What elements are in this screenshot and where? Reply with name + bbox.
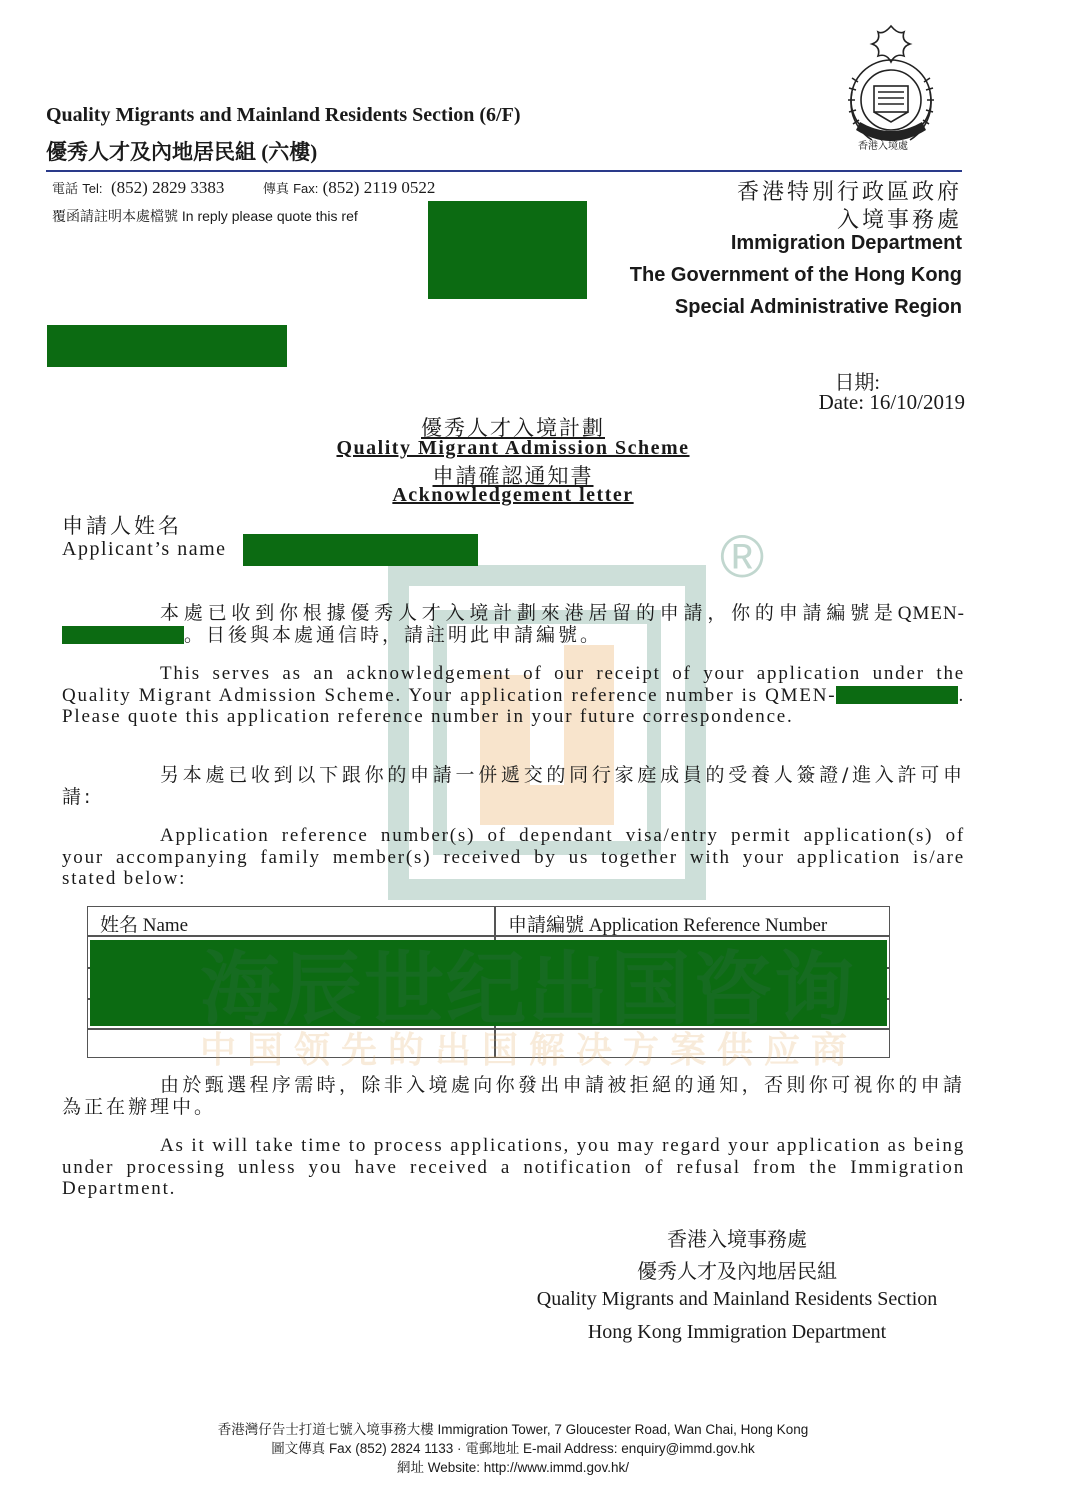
org-name-en-3: Special Administrative Region — [674, 296, 962, 318]
footer-address: 香港灣仔告士打道七號入境事務大樓 Immigration Tower, 7 Gloucester Road, Wan Chai, Hong Kong — [217, 1422, 809, 1437]
redacted-reference — [428, 201, 587, 299]
section-title-en: Quality Migrants and Mainland Residents Section (6/F) — [46, 104, 521, 126]
signature-line-3: Quality Migrants and Mainland Residents Section — [536, 1288, 938, 1310]
emblem-banner-text: 香港入境處 — [858, 141, 908, 152]
title-en-letter: Acknowledgement letter — [392, 484, 634, 506]
redacted-address — [47, 325, 287, 367]
org-name-zh-1: 香港特別行政區政府 — [736, 180, 962, 205]
applicant-label-en: Applicant’s name — [62, 538, 227, 560]
p1-zh-text-b: 。日後與本處通信時，請註明此申請編號。 — [184, 623, 603, 646]
tel-label-en: Tel: — [82, 181, 103, 196]
org-name-en-2: The Government of the Hong Kong — [629, 264, 962, 286]
section-title-zh: 優秀人才及內地居民組 (六樓) — [46, 140, 318, 164]
tel-number: (852) 2829 3383 — [111, 178, 225, 197]
tel-label-zh: 電話 — [52, 181, 79, 196]
watermark-registered-mark: ® — [720, 523, 765, 590]
watermark-subtext: 中国领先的出国解决方案供应商 — [200, 1030, 859, 1071]
p2-en-text-a: This serves as an acknowledgement of our receipt of your application under the Quality Migrant Admission Scheme. Your application reference number is — [62, 663, 965, 706]
contact-line — [52, 178, 435, 198]
p1-zh-text-a: 本處已收到你根據優秀人才入境計劃來港居留的申請，你的申請編號是 — [160, 602, 898, 624]
header-rule — [46, 170, 962, 172]
ref-label-en: In reply please quote this ref — [181, 208, 358, 224]
title-zh-letter: 申請確認通知書 — [432, 464, 594, 488]
table-header-reference: 申請編號 Application Reference Number — [508, 915, 828, 936]
paragraph-1-zh — [62, 603, 965, 646]
org-name-zh-2: 入境事務處 — [836, 208, 962, 233]
p1-zh-ref-prefix: QMEN- — [897, 603, 965, 624]
signature-line-4: Hong Kong Immigration Department — [587, 1321, 887, 1343]
fax-label-zh: 傳真 — [262, 181, 289, 196]
redacted-ref-1 — [62, 626, 184, 644]
title-en-scheme: Quality Migrant Admission Scheme — [336, 437, 690, 459]
fax-label-en: Fax: — [293, 181, 319, 196]
watermark-text: 海辰世纪出国咨询 — [200, 943, 856, 1036]
p2-en-ref-prefix: QMEN- — [765, 684, 837, 706]
redacted-ref-2 — [836, 686, 958, 704]
signature-line-2: 優秀人才及內地居民組 — [637, 1261, 837, 1283]
paragraph-3-zh: 另本處已收到以下跟你的申請一併遞交的同行家庭成員的受養人簽證/進入許可申請: — [62, 764, 965, 808]
applicant-label-zh: 申請人姓名 — [62, 514, 182, 538]
title-zh-scheme: 優秀人才入境計劃 — [421, 416, 605, 440]
date-label-zh: 日期: — [834, 372, 880, 394]
reference-line — [52, 206, 358, 226]
paragraph-5-zh: 由於甄選程序需時，除非入境處向你發出申請被拒絕的通知，否則你可視你的申請為正在辦理中。 — [62, 1074, 965, 1118]
footer-website: 網址 Website: http://www.immd.gov.hk/ — [396, 1460, 630, 1475]
paragraph-6-en: As it will take time to process applications, you may regard your application as being under processing unless you have received a notification of refusal from the Immigration Department. — [62, 1135, 965, 1199]
hk-immigration-emblem — [838, 22, 944, 150]
p2-en-text-b: . Please quote this application reference number in your future correspondence. — [62, 684, 965, 727]
fax-number: (852) 2119 0522 — [322, 178, 436, 197]
redacted-applicant-name — [243, 534, 478, 566]
signature-line-1: 香港入境事務處 — [667, 1229, 807, 1251]
table-header-name: 姓名 Name — [100, 915, 189, 936]
date-value: 16/10/2019 — [869, 390, 965, 414]
paragraph-4-en: Application reference number(s) of dependant visa/entry permit application(s) of your accompanying family member(s) received by us together with your application is/are stated below: — [62, 825, 965, 889]
date-label-en: Date: — [818, 390, 865, 414]
footer-contact: 圖文傳真 Fax (852) 2824 1133 · 電郵地址 E-mail Address: enquiry@immd.gov.hk — [271, 1441, 755, 1456]
paragraph-2-en — [62, 663, 965, 728]
org-name-en-1: Immigration Department — [730, 232, 962, 254]
ref-label-zh: 覆函請註明本處檔號 — [52, 208, 178, 224]
